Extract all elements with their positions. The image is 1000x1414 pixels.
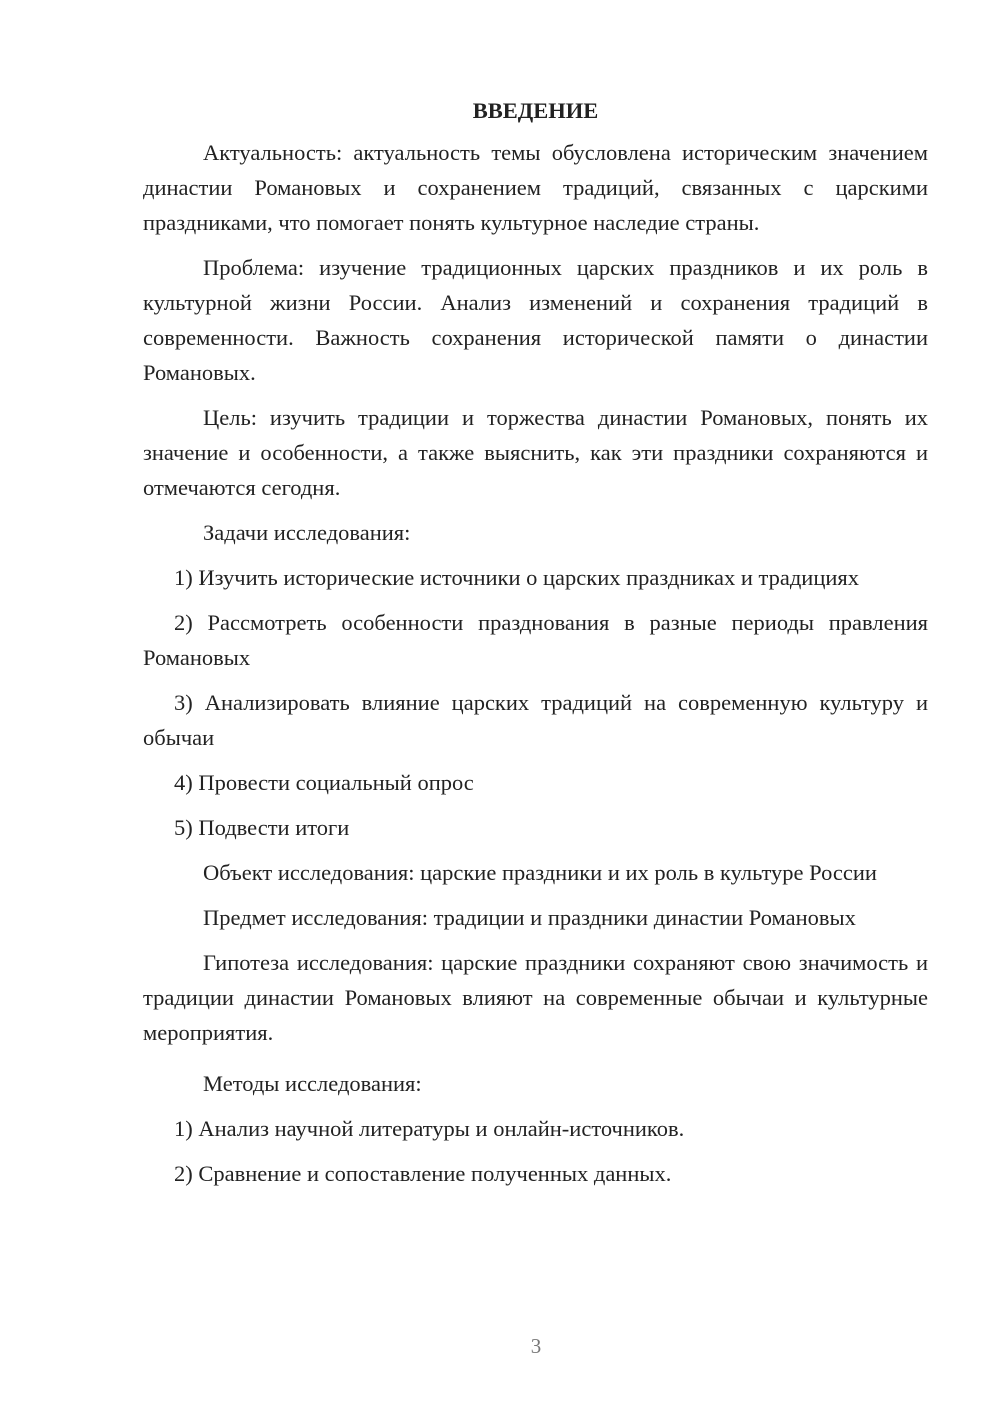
list-item: 1) Анализ научной литературы и онлайн-источников.: [174, 1116, 685, 1141]
list-item: 2) Рассмотреть особенности празднования в разные периоды правления Романовых: [143, 610, 928, 670]
tasks-heading: Задачи исследования:: [203, 520, 411, 545]
object-paragraph: Объект исследования: царские праздники и их роль в культуре России: [203, 860, 877, 885]
methods-list: [143, 1111, 928, 1191]
hypothesis-paragraph: Гипотеза исследования: царские праздники сохраняют свою значимость и традиции династии Романовых влияют на современные обычаи и культурные мероприятия.: [143, 950, 928, 1045]
tasks-list: [143, 560, 928, 845]
list-item: 2) Сравнение и сопоставление полученных данных.: [174, 1161, 672, 1186]
list-item: 3) Анализировать влияние царских традиций на современную культуру и обычаи: [143, 690, 928, 750]
list-item: 1) Изучить исторические источники о царских праздниках и традициях: [174, 565, 860, 590]
list-item: 5) Подвести итоги: [174, 815, 350, 840]
methods-heading: Методы исследования:: [203, 1071, 422, 1096]
section-title: ВВЕДЕНИЕ: [472, 98, 599, 123]
relevance-paragraph: Актуальность: актуальность темы обусловлена историческим значением династии Романовых и сохранением традиций, связанных с царскими праздниками, что помогает понять культурное наследие страны.: [143, 140, 928, 235]
page-number: 3: [530, 1334, 542, 1358]
subject-paragraph: Предмет исследования: традиции и праздники династии Романовых: [203, 905, 856, 930]
problem-paragraph: Проблема: изучение традиционных царских праздников и их роль в культурной жизни России. Анализ изменений и сохранения традиций в современности. Важность сохранения исторической памяти о династии Романовых.: [143, 255, 928, 385]
page-content: [143, 93, 928, 1201]
goal-paragraph: Цель: изучить традиции и торжества династии Романовых, понять их значение и особенности, а также выяснить, как эти праздники сохраняются и отмечаются сегодня.: [143, 405, 928, 500]
list-item: 4) Провести социальный опрос: [174, 770, 474, 795]
